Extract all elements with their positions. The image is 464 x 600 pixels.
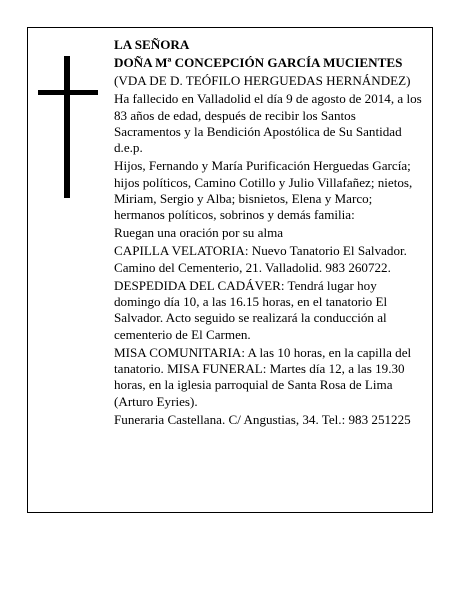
prayer-request: Ruegan una oración por su alma xyxy=(114,225,284,241)
obituary-text xyxy=(114,37,424,430)
notice-title: LA SEÑORA xyxy=(114,37,190,52)
cross-vertical-bar xyxy=(64,56,70,198)
funeral-home-info: Funeraria Castellana. C/ Angustias, 34. Tel.: 983 251225 xyxy=(114,411,411,427)
widow-of: (VDA DE D. TEÓFILO HERGUEDAS HERNÁNDEZ) xyxy=(114,73,411,89)
deceased-name: DOÑA Mª CONCEPCIÓN GARCÍA MUCIENTES xyxy=(114,55,403,71)
cross-horizontal-bar xyxy=(38,90,98,95)
death-announcement: Ha fallecido en Valladolid el día 9 de agosto de 2014, a los 83 años de edad, después de recibir los Santos Sacramentos y la Bendición Apostólica de Su Santidad d.e.p. xyxy=(114,91,422,156)
wake-chapel-info: CAPILLA VELATORIA: Nuevo Tanatorio El Salvador. Camino del Cementerio, 21. Valladolid. 983 260722. xyxy=(114,243,407,275)
mass-info: MISA COMUNITARIA: A las 10 horas, en la capilla del tanatorio. MISA FUNERAL: Martes día 12, a las 19.30 horas, en la iglesia parroquial de Santa Rosa de Lima (Arturo Eyries). xyxy=(114,344,412,409)
farewell-info: DESPEDIDA DEL CADÁVER: Tendrá lugar hoy domingo día 10, a las 16.15 horas, en el tanatorio El Salvador. Acto seguido se realizará la conducción al cementerio de El Carmen. xyxy=(114,277,388,342)
latin-cross-icon xyxy=(38,56,98,198)
family-members: Hijos, Fernando y María Purificación Herguedas García; hijos políticos, Camino Cotillo y Julio Villafañez; nietos, Miriam, Sergio y Alba; bisnietos, Elena y Marco; hermanos políticos, sobrinos y demás familia: xyxy=(114,158,413,223)
